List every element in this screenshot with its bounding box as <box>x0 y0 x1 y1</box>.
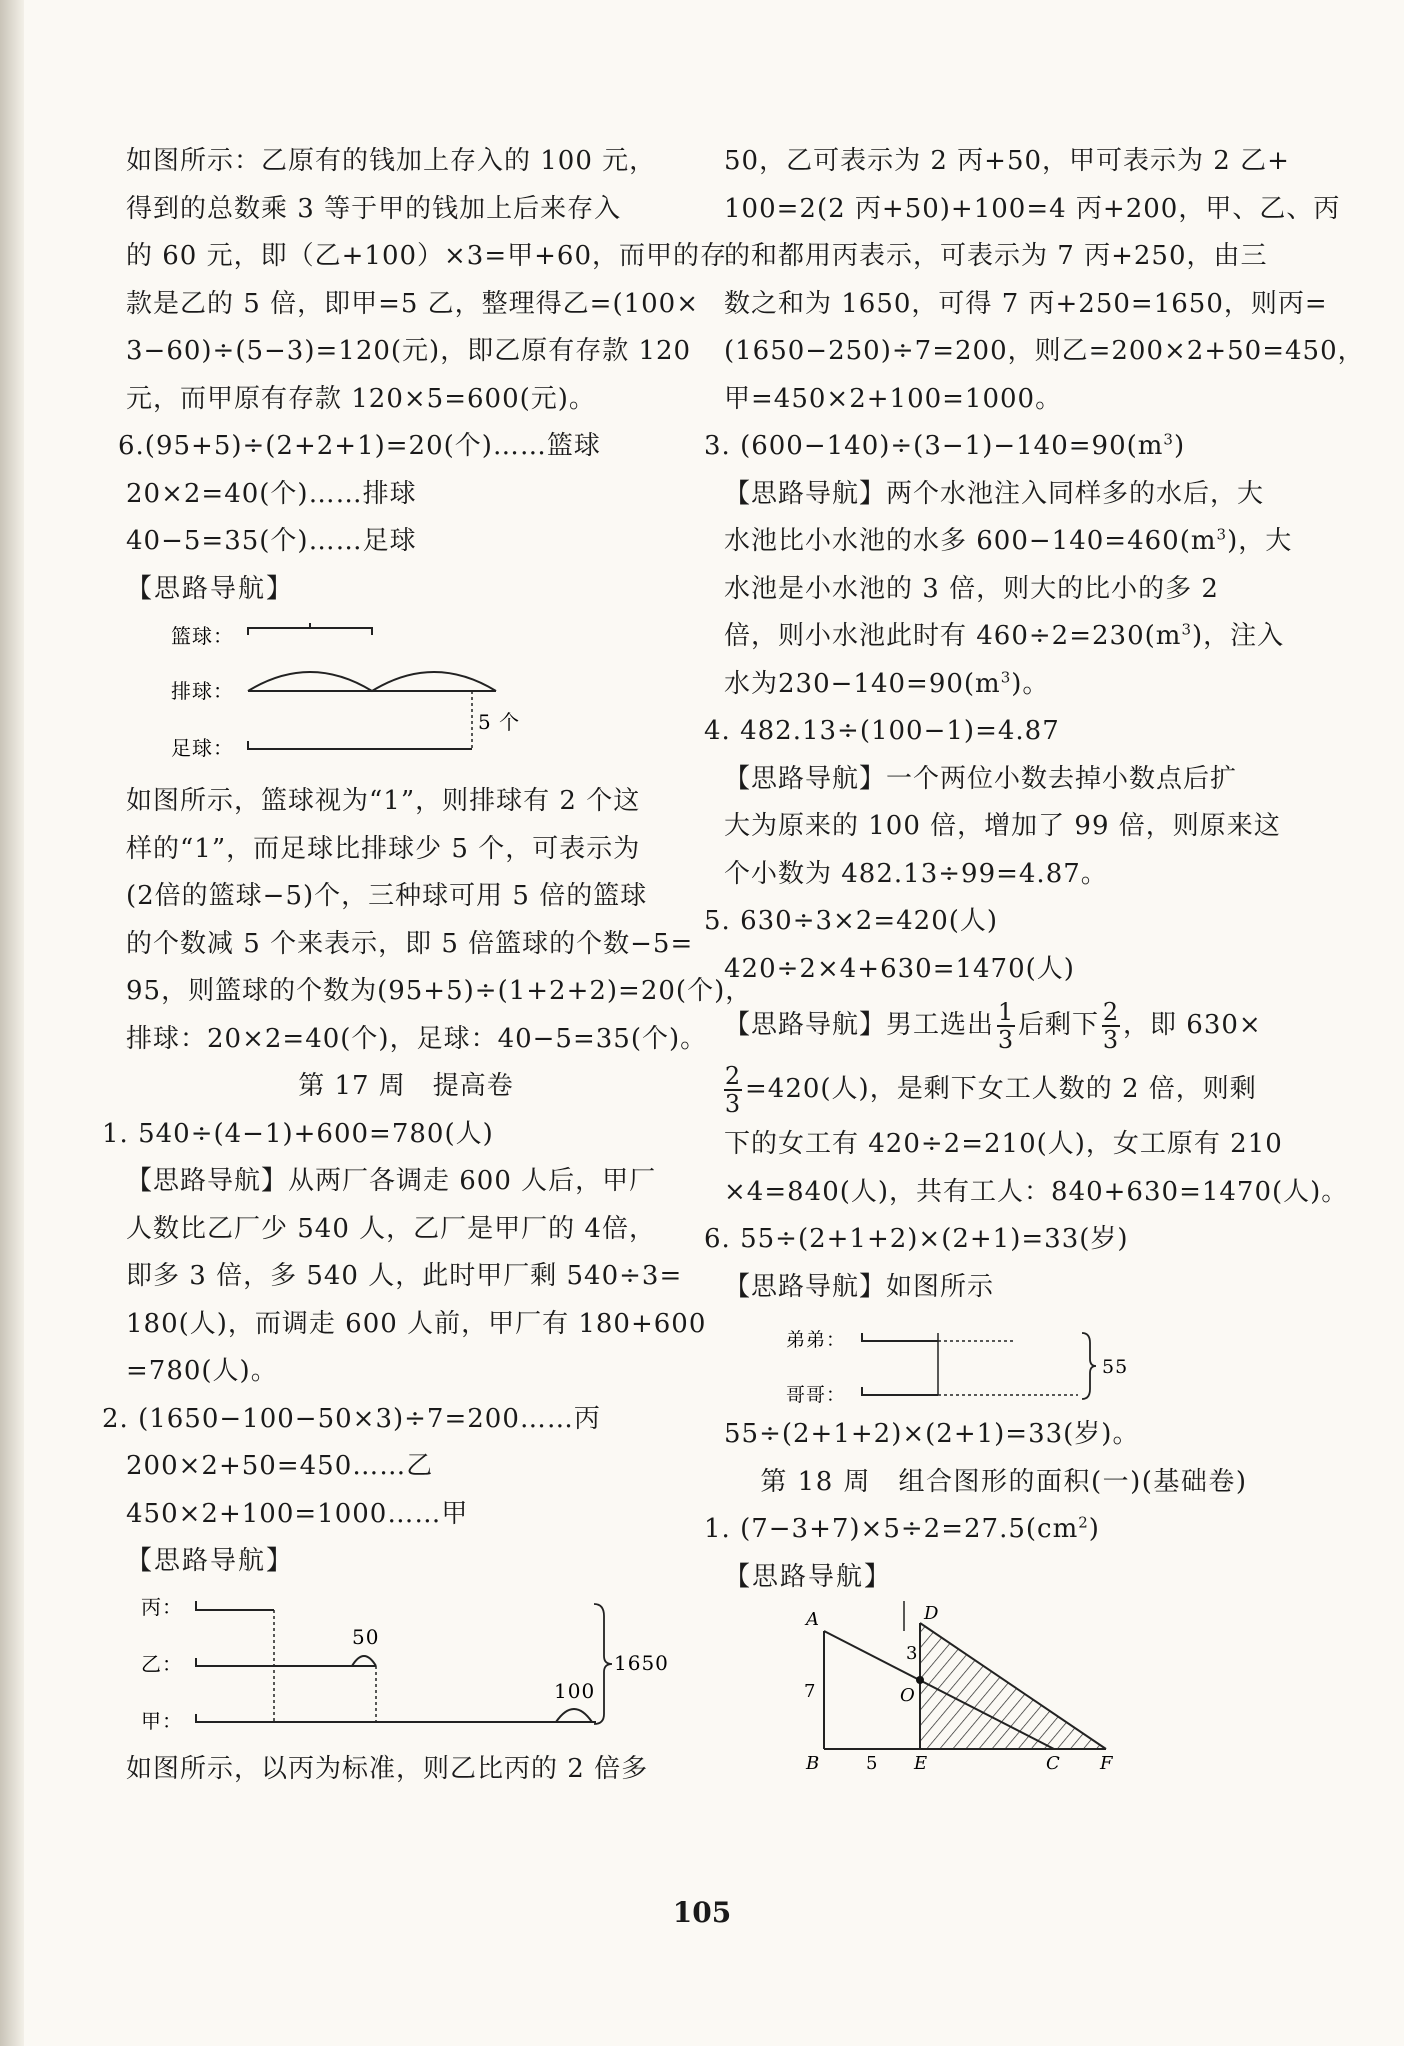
label-jia: 甲： <box>141 1708 183 1733</box>
basketball-segment <box>248 628 372 635</box>
text-line: 数之和为 1650，可得 7 丙+250=1650，则丙= <box>724 288 1328 319</box>
text-line: 95，则篮球的个数为(95+5)÷(1+2+2)=20(个)， <box>126 976 753 1006</box>
answer-line: 200×2+50=450……乙 <box>126 1451 434 1481</box>
fraction-two-thirds <box>724 1063 742 1117</box>
q5-nav-text: 后剩下 <box>1018 1010 1100 1040</box>
gege-segment <box>862 1387 938 1395</box>
fraction-one-third <box>997 999 1015 1053</box>
jia-segment <box>196 1714 596 1722</box>
q1-tail: ) <box>1088 1514 1100 1544</box>
label-O: O <box>900 1685 916 1706</box>
denominator: 3 <box>724 1090 742 1118</box>
total-brace <box>1082 1333 1096 1399</box>
superscript: 3 <box>1181 620 1192 639</box>
answer-line: 5. 630÷3×2=420(人) <box>704 906 999 936</box>
answer-line: 6.(95+5)÷(2+2+1)=20(个)……篮球 <box>118 431 601 461</box>
text-line: 元，而甲原有存款 120×5=600(元)。 <box>126 383 596 414</box>
q5-tail: =420(人)，是剩下女工人数的 2 倍，则剩 <box>745 1074 1257 1104</box>
q3-tail: )，注入 <box>1191 621 1285 651</box>
denominator: 3 <box>1102 1026 1120 1054</box>
label-E: E <box>914 1753 929 1774</box>
text-line <box>724 661 1284 709</box>
text-line: 3−60)÷(5−3)=120(元)，即乙原有存款 120 <box>126 336 692 366</box>
volleyball-arcs <box>248 672 496 691</box>
numerator: 2 <box>1102 998 1120 1026</box>
text-line: 180(人)，而调走 600 人前，甲厂有 180+600 <box>126 1308 707 1339</box>
answer-line-q3 <box>704 423 1284 471</box>
label-3: 3 <box>906 1643 919 1664</box>
label-F: F <box>1100 1753 1114 1774</box>
right-column <box>704 138 1365 1776</box>
text-line: 个小数为 482.13÷99=4.87。 <box>724 858 1108 889</box>
text-line: 大为原来的 100 倍，增加了 99 倍，则原来这 <box>724 811 1281 841</box>
didi-segment <box>862 1333 938 1341</box>
section-title-week18: 第 18 周 组合图形的面积(一)(基础卷) <box>760 1466 1248 1497</box>
superscript: 2 <box>1078 1513 1089 1532</box>
q5-nav-text: 【思路导航】男工选出 <box>724 1010 995 1040</box>
text-line: 的和都用丙表示，可表示为 7 丙+250，由三 <box>724 241 1268 271</box>
bing-segment <box>196 1601 274 1610</box>
label-C: C <box>1046 1753 1061 1774</box>
text-line: =780(人)。 <box>126 1356 278 1386</box>
q3-tail: ) <box>1173 431 1186 461</box>
q3-tail: )，大 <box>1227 526 1293 556</box>
label-7: 7 <box>804 1681 817 1702</box>
geometry-figure <box>724 1601 1144 1776</box>
q5-nav-text: ，即 630× <box>1123 1010 1262 1040</box>
superscript: 3 <box>1163 430 1174 449</box>
numerator: 1 <box>997 998 1015 1026</box>
text-line: (1650−250)÷7=200，则乙=200×2+50=450， <box>724 336 1365 366</box>
text-line: ×4=840(人)，共有工人：840+630=1470(人)。 <box>724 1176 1349 1207</box>
superscript: 3 <box>1000 667 1012 686</box>
yi-segment <box>196 1658 376 1666</box>
label-diff: 5 个 <box>478 710 521 734</box>
denominator: 3 <box>997 1026 1015 1054</box>
left-column <box>102 138 753 1793</box>
label-gege: 哥哥： <box>786 1384 847 1406</box>
label-yi: 乙： <box>141 1651 183 1676</box>
answer-line: 1. 540÷(4−1)+600=780(人) <box>102 1118 494 1149</box>
answer-line: 4. 482.13÷(100−1)=4.87 <box>704 716 1060 746</box>
numerator: 2 <box>724 1062 742 1090</box>
q3-answer: 3. (600−140)÷(3−1)−140=90(m <box>704 431 1164 461</box>
text-line: 【思路导航】两个水池注入同样多的水后，大 <box>724 478 1265 509</box>
text-line-fractions <box>724 993 1284 1057</box>
section-title-week17: 第 17 周 提高卷 <box>298 1071 514 1101</box>
text-line: 【思路导航】如图所示 <box>724 1271 995 1302</box>
text-line: 样的“1”，而足球比排球少 5 个，可表示为 <box>126 833 641 864</box>
text-line: 即多 3 倍，多 540 人，此时甲厂剩 540÷3= <box>126 1261 683 1291</box>
text-line: 100=2(2 丙+50)+100=4 丙+200，甲、乙、丙 <box>724 193 1341 224</box>
text-line: 款是乙的 5 倍，即甲=5 乙，整理得乙=(100× <box>126 288 700 319</box>
point-O <box>916 1676 924 1684</box>
answer-line: 6. 55÷(2+1+2)×(2+1)=33(岁) <box>704 1224 1129 1254</box>
q3-text: 倍，则小水池此时有 460÷2=230(m <box>724 621 1182 651</box>
text-line: 如图所示：乙原有的钱加上存入的 100 元， <box>126 146 657 176</box>
answer-line: 2. (1650−100−50×3)÷7=200……丙 <box>102 1403 601 1434</box>
label-B: B <box>806 1753 821 1774</box>
text-line: 甲=450×2+100=1000。 <box>724 383 1063 414</box>
text-line <box>724 518 1293 566</box>
age-diagram <box>724 1311 1144 1411</box>
label-1650: 1650 <box>614 1650 669 1675</box>
q3-tail: )。 <box>1011 668 1050 699</box>
answer-line: 40−5=35(个)……足球 <box>126 526 417 556</box>
text-line: 人数比乙厂少 540 人，乙厂是甲厂的 4倍， <box>126 1213 656 1244</box>
jia-arc-100 <box>556 1709 592 1722</box>
text-line: 得到的总数乘 3 等于甲的钱加上后来存入 <box>126 193 622 224</box>
label-football: 足球： <box>171 736 234 760</box>
text-line: 下的女工有 420÷2=210(人)，女工原有 210 <box>724 1129 1283 1159</box>
label-basketball: 篮球： <box>171 624 234 648</box>
label-didi: 弟弟： <box>786 1329 847 1351</box>
label-50: 50 <box>352 1624 380 1649</box>
label-D: D <box>924 1603 940 1624</box>
q3-text: 水为230−140=90(m <box>724 668 1001 699</box>
text-line: 排球：20×2=40(个)，足球：40−5=35(个)。 <box>126 1023 708 1054</box>
text-line: 水池是小水池的 3 倍，则大的比小的多 2 <box>724 573 1219 604</box>
torn-edge <box>0 0 24 2046</box>
text-line: 的 60 元，即（乙+100）×3=甲+60，而甲的存 <box>126 241 728 271</box>
yi-arc-50 <box>352 1656 376 1666</box>
football-segment <box>248 741 472 749</box>
money-diagram <box>126 1586 686 1746</box>
answer-line-q1 <box>704 1506 1284 1554</box>
fraction-two-thirds <box>1102 999 1120 1053</box>
label-5: 5 <box>866 1753 879 1774</box>
text-line: 的个数减 5 个来表示，即 5 倍篮球的个数−5= <box>126 928 694 959</box>
text-line-fraction <box>724 1057 1284 1121</box>
label-bing: 丙： <box>141 1594 183 1619</box>
text-line: (2倍的篮球−5)个，三种球可用 5 倍的篮球 <box>126 881 648 911</box>
q3-text: 水池比小水池的水多 600−140=460(m <box>724 526 1217 556</box>
page-number: 105 <box>672 1896 732 1929</box>
label-100: 100 <box>554 1678 596 1703</box>
text-line: 如图所示，以丙为标准，则乙比丙的 2 倍多 <box>126 1753 649 1784</box>
text-line: 【思路导航】从两厂各调走 600 人后，甲厂 <box>126 1166 657 1196</box>
answer-line: 420÷2×4+630=1470(人) <box>724 953 1075 984</box>
answer-line: 20×2=40(个)……排球 <box>126 478 417 509</box>
superscript: 3 <box>1216 525 1228 544</box>
answer-line: 55÷(2+1+2)×(2+1)=33(岁)。 <box>724 1419 1140 1449</box>
text-line: 50，乙可表示为 2 丙+50，甲可表示为 2 乙+ <box>724 146 1290 176</box>
text-line <box>724 613 1284 661</box>
q1-answer: 1. (7−3+7)×5÷2=27.5(cm <box>704 1514 1079 1544</box>
thinking-guide-label: 【思路导航】 <box>724 1561 893 1592</box>
thinking-guide-label: 【思路导航】 <box>126 573 295 604</box>
thinking-guide-label: 【思路导航】 <box>126 1546 295 1576</box>
label-volleyball: 排球： <box>171 679 234 703</box>
text-line: 如图所示，篮球视为“1”，则排球有 2 个这 <box>126 786 641 816</box>
ball-diagram <box>126 613 546 778</box>
answer-line: 450×2+100=1000……甲 <box>126 1498 469 1529</box>
text-line: 【思路导航】一个两位小数去掉小数点后扩 <box>724 763 1238 794</box>
label-A: A <box>806 1609 820 1630</box>
total-brace <box>594 1604 612 1724</box>
label-55: 55 <box>1102 1356 1129 1378</box>
